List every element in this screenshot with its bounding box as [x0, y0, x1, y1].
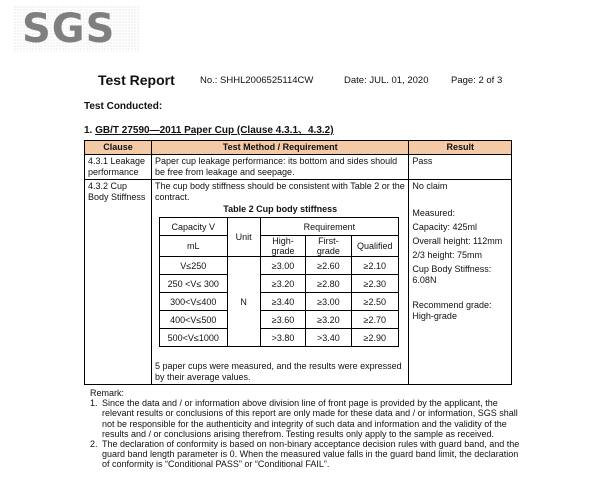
high-grade-cell: >3.80 — [260, 329, 305, 347]
capacity-cell: 250 <V≤ 300 — [159, 275, 227, 293]
high-grade-cell: ≥3.00 — [260, 257, 305, 275]
stiffness-row — [159, 293, 398, 311]
remark-number: 2. — [90, 439, 98, 450]
method-cell: Paper cup leakage performance: its bottom and sides should be free from leakage and seepage. — [151, 155, 408, 180]
table2-title: Table 2 Cup body stiffness — [223, 204, 338, 214]
measured-capacity: Capacity: 425ml — [412, 222, 477, 232]
stiffness-header-row — [159, 218, 398, 236]
measured-stiffness: Cup Body Stiffness: 6.08N — [412, 264, 492, 285]
report-title: Test Report — [98, 72, 175, 88]
first-grade-cell: >3.40 — [306, 329, 351, 347]
capacity-unit-header: mL — [159, 236, 227, 257]
remark-item — [90, 398, 520, 439]
test-conducted-label: Test Conducted: — [84, 101, 163, 112]
remark-text: The declaration of conformity is based on non-binary acceptance decision rules with guard band, and the guard band length parameter is 0. When the measured value falls in the guard band limit, the declaration of conformity is “Conditional PASS” or “Conditional FAIL”. — [102, 439, 520, 470]
result-cell: Pass — [409, 155, 512, 180]
report-number: No.: SHHL2006525114CW — [200, 75, 314, 86]
clause-cell: 4.3.1 Leakage performance — [85, 155, 152, 180]
high-grade-cell: ≥3.60 — [260, 311, 305, 329]
capacity-cell: 500<V≤1000 — [159, 329, 227, 347]
first-grade-header: First-grade — [306, 236, 351, 257]
section-number: 1. — [84, 125, 93, 136]
measurement-note: 5 paper cups were measured, and the results were expressed by their average values. — [154, 361, 402, 382]
report-date: Date: JUL. 01, 2020 — [344, 75, 429, 86]
high-grade-header: High-grade — [260, 236, 305, 257]
qualified-cell: ≥2.70 — [351, 311, 398, 329]
method-cell — [151, 180, 408, 385]
first-grade-cell: ≥2.60 — [306, 257, 351, 275]
remark-section — [90, 388, 520, 470]
section-standard: GB/T 27590—2011 Paper Cup (Clause 4.3.1、4.3.2) — [95, 125, 334, 136]
table-header-row — [85, 141, 512, 155]
remark-label: Remark: — [90, 388, 125, 398]
capacity-cell: V≤250 — [159, 257, 227, 275]
remark-text: Since the data and / or information above division line of front page is provided by the applicant, the relevant results or conclusions of this report are only made for these data and / or information, SGS shall not be responsible for the authenticity and integrity of such data and information and the validity of the results and / or conclusions arising therefrom. Testing results only apply to the sample as received. — [102, 398, 518, 439]
stiffness-row — [159, 311, 398, 329]
stiffness-row — [159, 257, 398, 275]
recommend-grade: Recommend grade: High-grade — [412, 300, 492, 321]
page-number: Page: 2 of 3 — [451, 75, 503, 86]
qualified-header: Qualified — [351, 236, 398, 257]
section-heading — [84, 121, 334, 136]
result-no-claim: No claim — [412, 181, 448, 191]
unit-header: Unit — [227, 218, 260, 257]
unit-cell: N — [227, 257, 260, 347]
high-grade-cell: ≥3.40 — [260, 293, 305, 311]
first-grade-cell: ≥3.00 — [306, 293, 351, 311]
header-result: Result — [409, 141, 512, 155]
qualified-cell: ≥2.90 — [351, 329, 398, 347]
table-row — [85, 180, 512, 385]
capacity-header: Capacity V — [159, 218, 227, 236]
test-results-table — [84, 140, 512, 385]
qualified-cell: ≥2.30 — [351, 275, 398, 293]
capacity-cell: 300<V≤400 — [159, 293, 227, 311]
stiffness-subheader-row — [159, 236, 398, 257]
remark-item — [90, 439, 520, 470]
method-text: The cup body stiffness should be consistent with Table 2 or the contract. — [154, 181, 405, 202]
requirement-header: Requirement — [260, 218, 398, 236]
header-method: Test Method / Requirement — [151, 141, 408, 155]
logo-text: SGS — [22, 6, 116, 52]
measured-two-thirds-height: 2/3 height: 75mm — [412, 250, 482, 260]
result-cell — [409, 180, 512, 385]
stiffness-table — [159, 217, 399, 347]
qualified-cell: ≥2.50 — [351, 293, 398, 311]
table-row — [85, 155, 512, 180]
sgs-logo — [14, 6, 140, 52]
capacity-cell: 400<V≤500 — [159, 311, 227, 329]
header-clause: Clause — [85, 141, 152, 155]
measured-overall-height: Overall height: 112mm — [412, 236, 503, 246]
first-grade-cell: ≥3.20 — [306, 311, 351, 329]
measured-label: Measured: — [412, 208, 455, 218]
remark-number: 1. — [90, 398, 98, 409]
high-grade-cell: ≥3.20 — [260, 275, 305, 293]
stiffness-row — [159, 329, 398, 347]
qualified-cell: ≥2.10 — [351, 257, 398, 275]
clause-cell: 4.3.2 Cup Body Stiffness — [85, 180, 152, 385]
first-grade-cell: ≥2.80 — [306, 275, 351, 293]
stiffness-row — [159, 275, 398, 293]
